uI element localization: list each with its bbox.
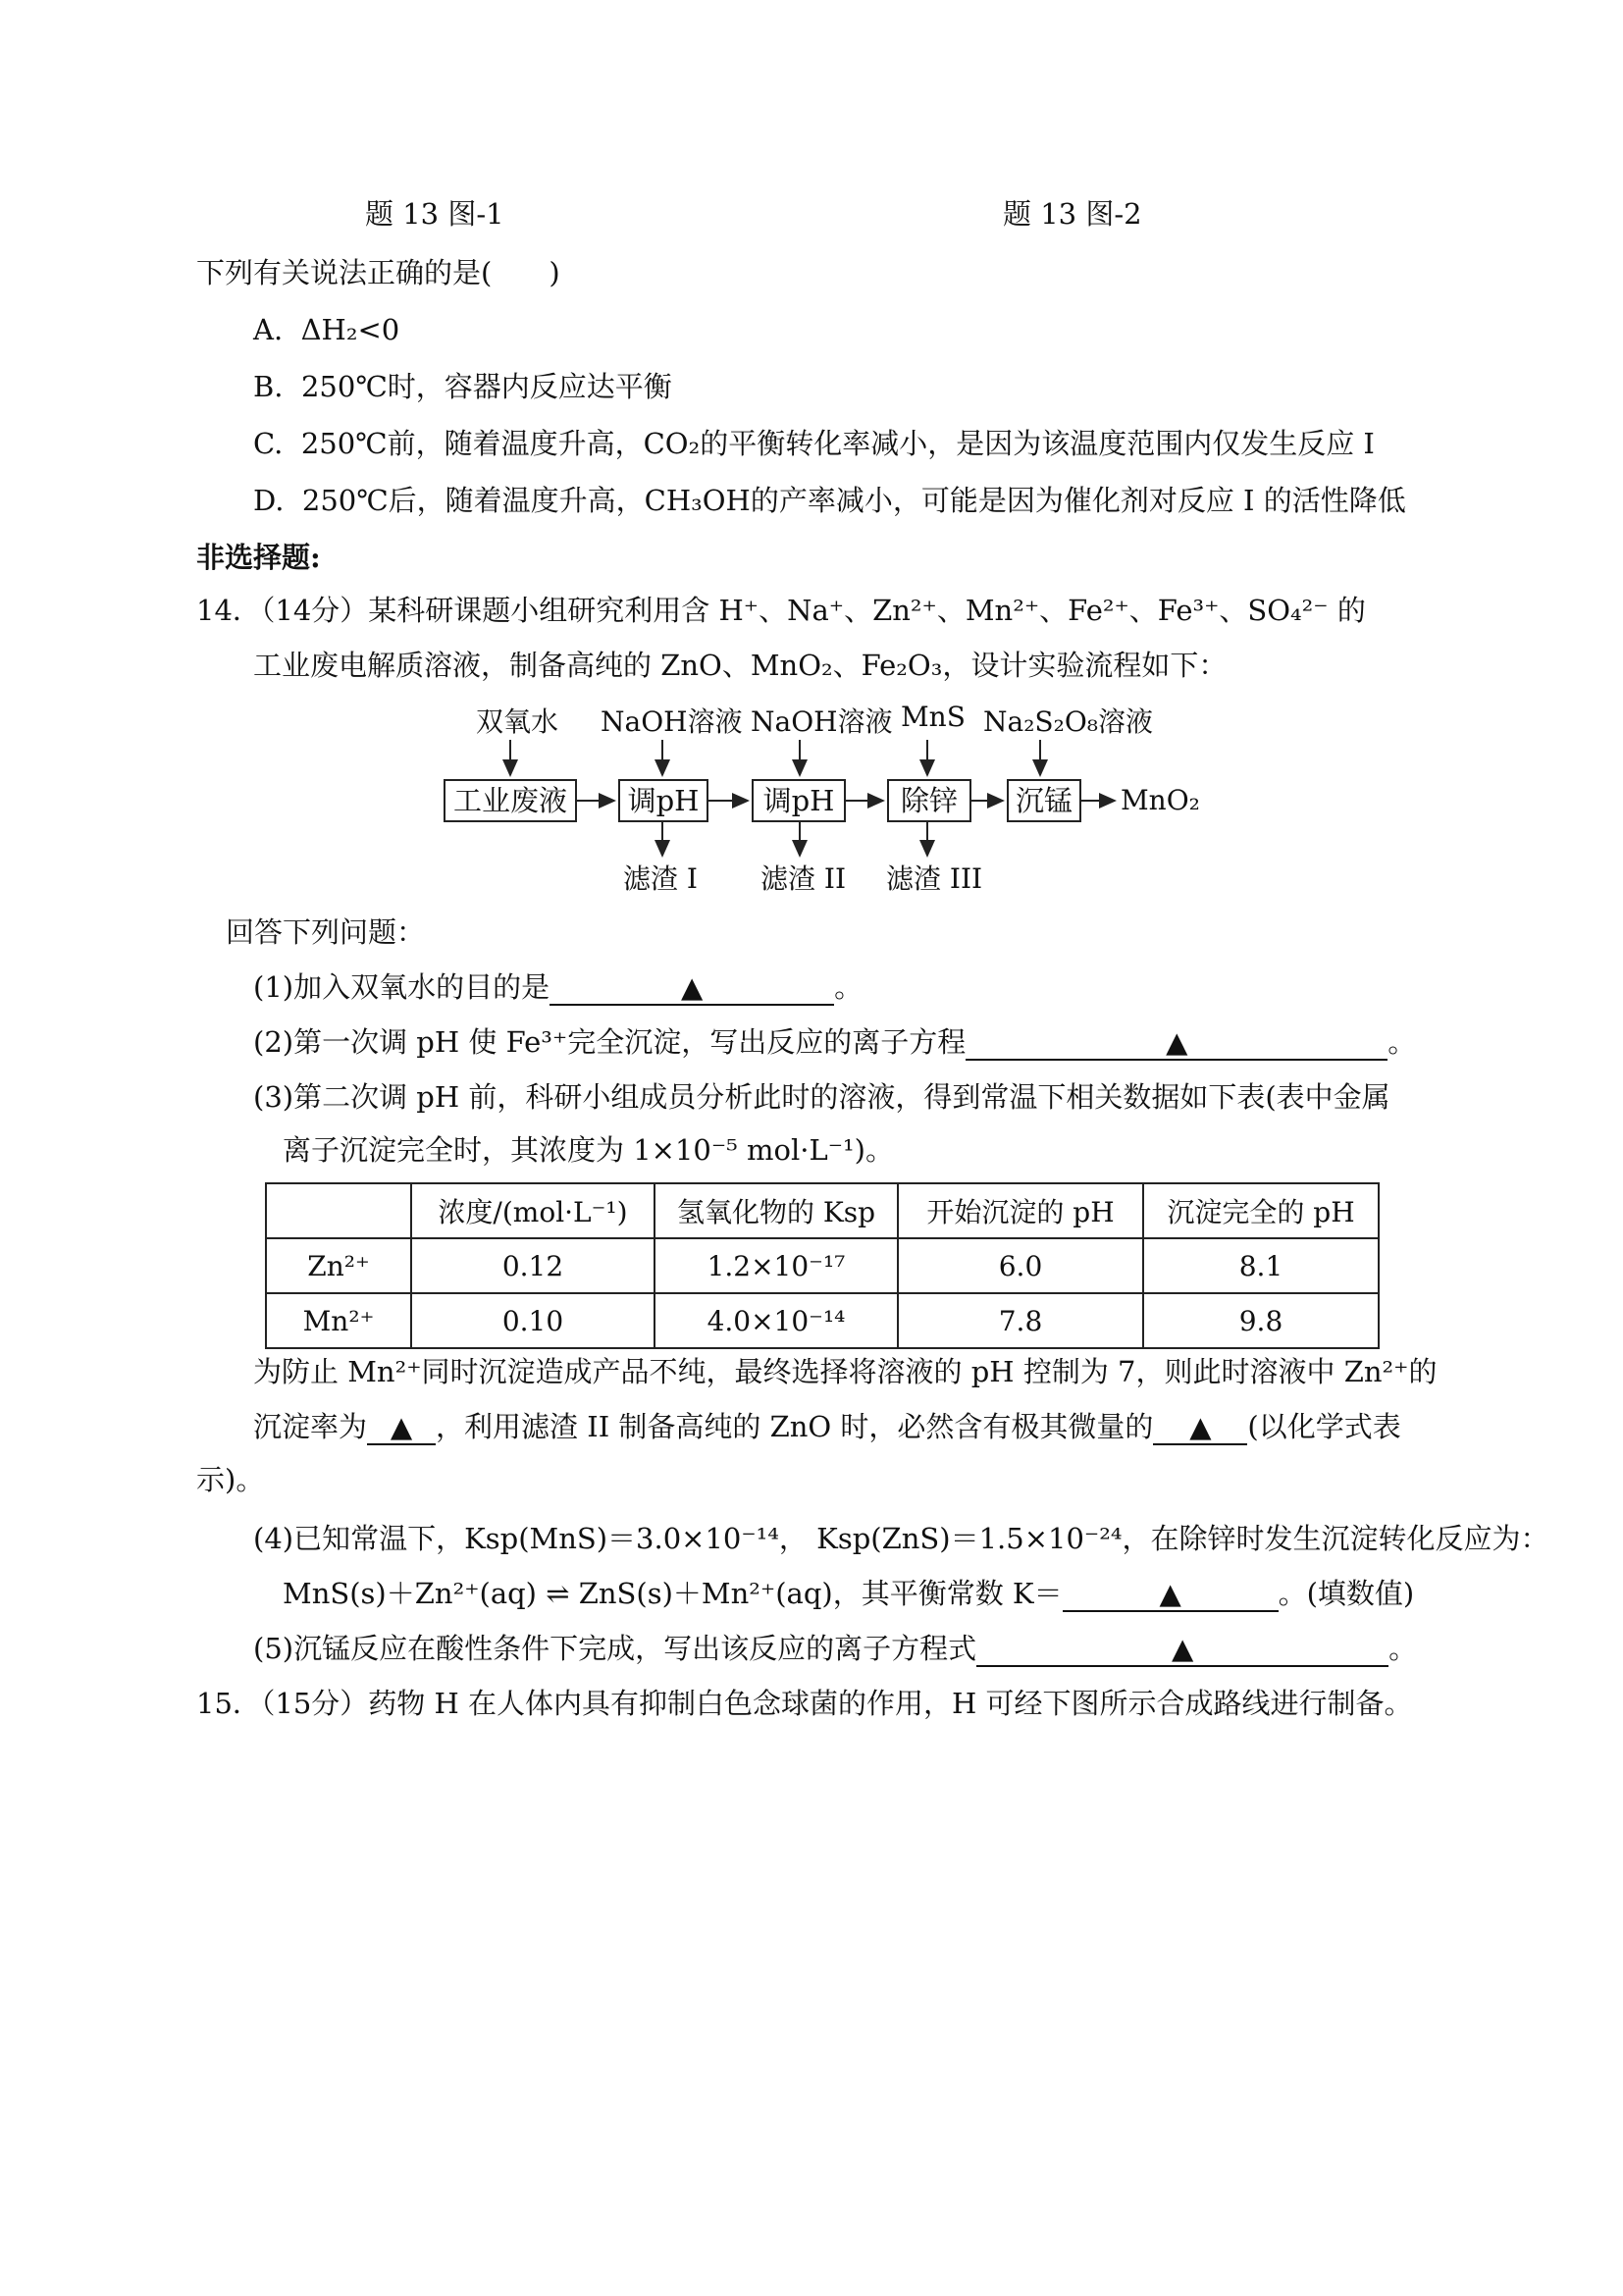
reagent-label: MnS: [901, 701, 966, 733]
q14-part3-after1: 为防止 Mn²⁺同时沉淀造成产品不纯，最终选择将溶液的 pH 控制为 7，则此时溶液中 Zn²⁺的: [253, 1355, 1438, 1388]
q14-part5: (5)沉锰反应在酸性条件下完成，写出该反应的离子方程式 ▲ 。: [253, 1632, 1418, 1665]
answer-blank[interactable]: ▲: [966, 1025, 1387, 1061]
data-table: [265, 1182, 1380, 1349]
q14-part4-line1: (4)已知常温下，Ksp(MnS)＝3.0×10⁻¹⁴， Ksp(ZnS)＝1.5×10⁻²⁴，在除锌时发生沉淀转化反应为：: [253, 1522, 1549, 1555]
q13-option-d: D. 250℃后，随着温度升高，CH₃OH的产率减小，可能是因为催化剂对反应 I 的活性降低: [253, 484, 1406, 517]
q13-option-a: A. ΔH₂<0: [253, 313, 400, 346]
q14-part3-after3: 示)。: [196, 1463, 265, 1496]
q14-part3-after2: 沉淀率为 ▲ ，利用滤渣 II 制备高纯的 ZnO 时，必然含有极其微量的 ▲ (以化学式表: [253, 1410, 1401, 1443]
answer-blank[interactable]: ▲: [976, 1632, 1388, 1667]
table-header-row: [266, 1183, 1379, 1238]
table-header-cell: 氢氧化物的 Ksp: [654, 1183, 898, 1238]
flow-product: MnO₂: [1121, 784, 1200, 816]
q14-part2: (2)第一次调 pH 使 Fe³⁺完全沉淀，写出反应的离子方程 ▲ 。: [253, 1025, 1417, 1059]
flow-step-box: 除锌: [887, 779, 971, 822]
reagent-label: NaOH溶液: [751, 705, 893, 738]
table-cell: 0.12: [411, 1238, 654, 1293]
table-cell: 1.2×10⁻¹⁷: [654, 1238, 898, 1293]
table-cell: 8.1: [1143, 1238, 1379, 1293]
flow-step-box: 调pH: [618, 779, 708, 822]
q15-stem: 15．（15分）药物 H 在人体内具有抑制白色念球菌的作用，H 可经下图所示合成路线进行制备。: [196, 1687, 1413, 1720]
q14-intro-line2: 工业废电解质溶液，制备高纯的 ZnO、MnO₂、Fe₂O₃，设计实验流程如下：: [253, 649, 1228, 682]
flow-step-box: 调pH: [752, 779, 846, 822]
residue-label: 滤渣 II: [760, 862, 847, 895]
table-cell: 6.0: [898, 1238, 1143, 1293]
answer-blank[interactable]: ▲: [1153, 1410, 1247, 1445]
q13-option-b: B. 250℃时，容器内反应达平衡: [253, 370, 672, 403]
table-cell: 7.8: [898, 1293, 1143, 1348]
table-header-cell: 浓度/(mol·L⁻¹): [411, 1183, 654, 1238]
q14-part1: (1)加入双氧水的目的是 ▲ 。: [253, 970, 864, 1004]
table-cell: 9.8: [1143, 1293, 1379, 1348]
answer-blank[interactable]: ▲: [550, 970, 834, 1006]
answer-blank[interactable]: ▲: [1063, 1577, 1279, 1612]
answer-blank[interactable]: ▲: [367, 1410, 436, 1445]
table-row: [266, 1293, 1379, 1348]
reagent-label: Na₂S₂O₈溶液: [983, 705, 1154, 738]
table-header-cell: 开始沉淀的 pH: [898, 1183, 1143, 1238]
q13-option-c: C. 250℃前，随着温度升高，CO₂的平衡转化率减小，是因为该温度范围内仅发生反应 I: [253, 427, 1375, 460]
process-flowchart: [432, 695, 1217, 901]
fig-caption-1: 题 13 图-1: [365, 197, 504, 231]
reagent-label: NaOH溶液: [601, 705, 743, 738]
table-header-cell: [266, 1183, 411, 1238]
q14-part4-line2: MnS(s)＋Zn²⁺(aq) ⇌ ZnS(s)＋Mn²⁺(aq)，其平衡常数 K＝ ▲ 。(填数值): [283, 1577, 1415, 1610]
flow-step-box: 沉锰: [1007, 779, 1081, 822]
residue-label: 滤渣 III: [886, 862, 983, 895]
flow-step-box: 工业废液: [444, 779, 577, 822]
table-cell: Zn²⁺: [266, 1238, 411, 1293]
table-row: [266, 1238, 1379, 1293]
section-title: 非选择题:: [196, 541, 321, 574]
table-cell: 0.10: [411, 1293, 654, 1348]
fig-caption-2: 题 13 图-2: [1003, 197, 1142, 231]
residue-label: 滤渣 I: [623, 862, 698, 895]
q14-part3-line2: 离子沉淀完全时，其浓度为 1×10⁻⁵ mol·L⁻¹)。: [283, 1133, 894, 1167]
q14-intro-line1: 14．（14分）某科研课题小组研究利用含 H⁺、Na⁺、Zn²⁺、Mn²⁺、Fe²⁺、Fe³⁺、SO₄²⁻ 的: [196, 594, 1366, 627]
answer-prompt: 回答下列问题：: [226, 915, 426, 949]
table-cell: Mn²⁺: [266, 1293, 411, 1348]
table-header-cell: 沉淀完全的 pH: [1143, 1183, 1379, 1238]
reagent-label: 双氧水: [476, 705, 559, 738]
q14-part3-line1: (3)第二次调 pH 前，科研小组成员分析此时的溶液，得到常温下相关数据如下表(表中金属: [253, 1080, 1390, 1114]
table-cell: 4.0×10⁻¹⁴: [654, 1293, 898, 1348]
q13-stem: 下列有关说法正确的是( ): [196, 256, 560, 289]
